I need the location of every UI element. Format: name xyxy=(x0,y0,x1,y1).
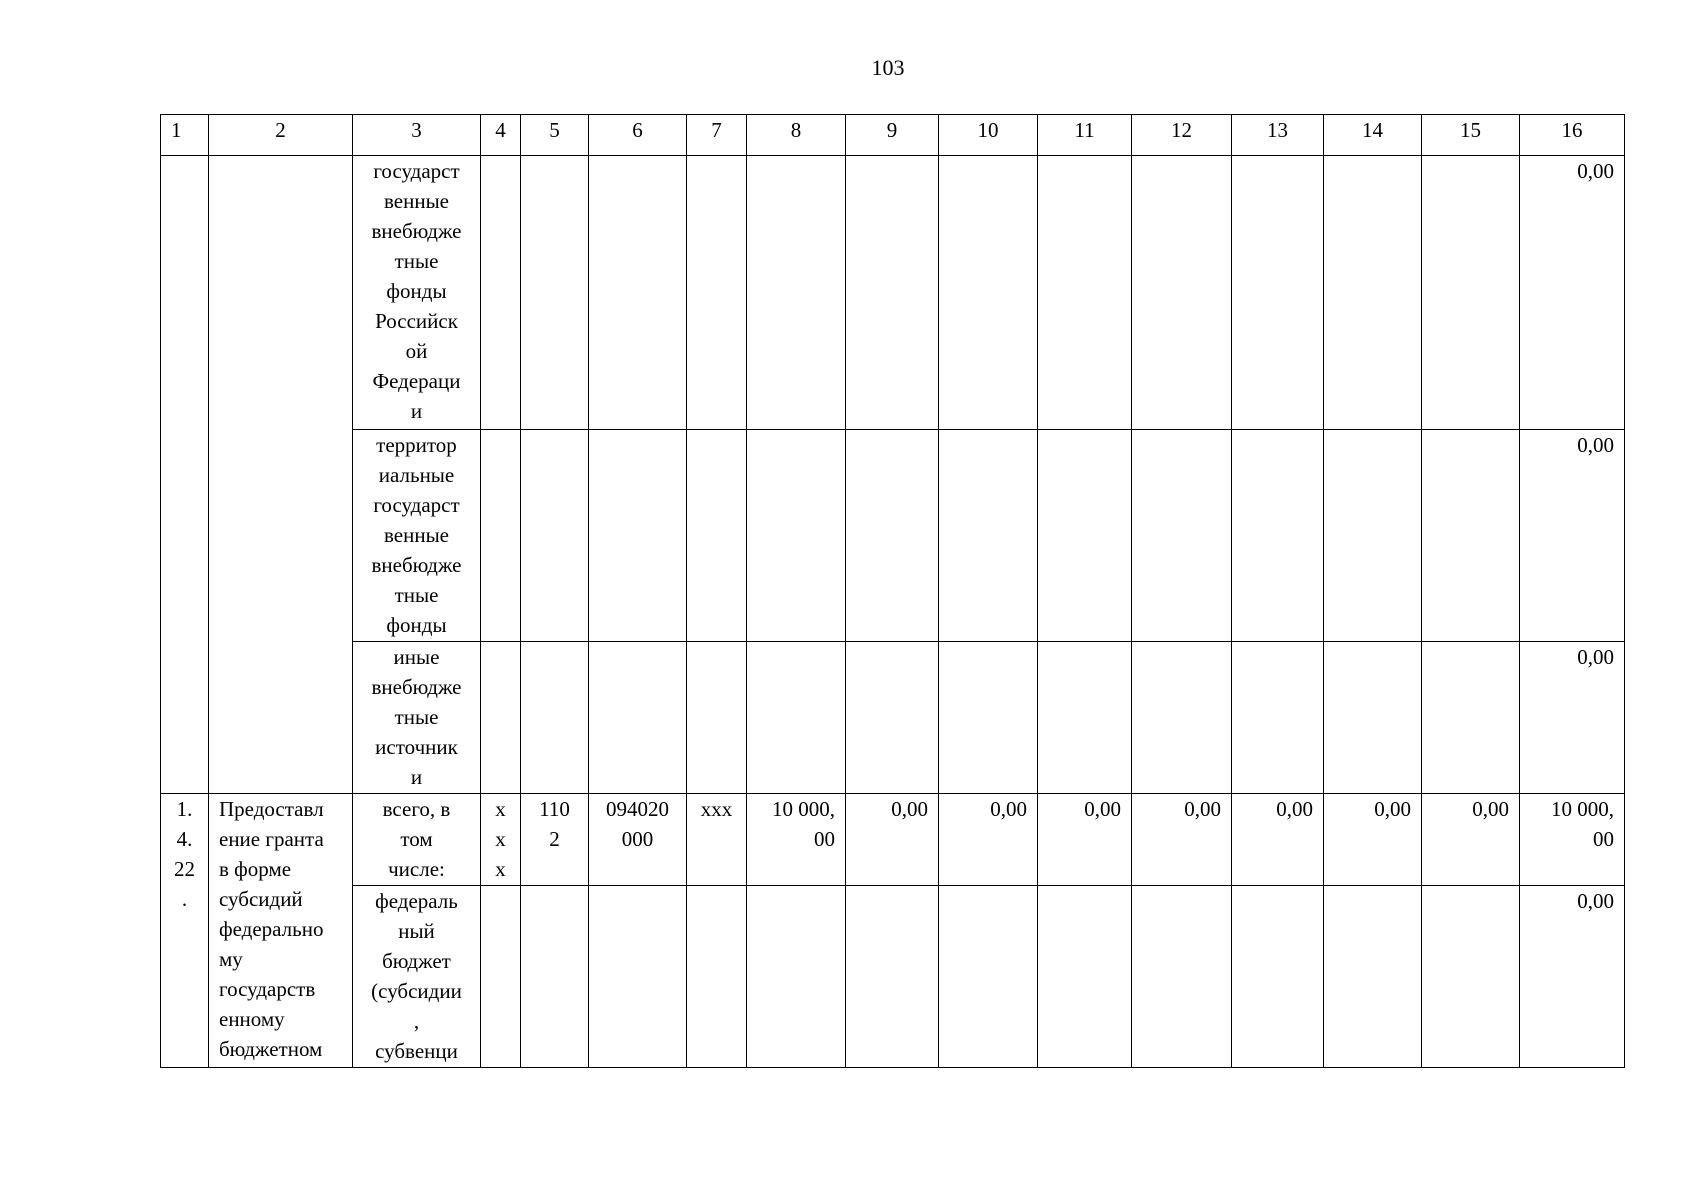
table-cell xyxy=(687,156,747,430)
table-cell: 0,00 xyxy=(1324,794,1422,886)
table-cell xyxy=(747,886,846,1068)
table-cell xyxy=(1232,430,1324,642)
table-cell xyxy=(521,886,589,1068)
header-row xyxy=(161,115,1625,156)
table-cell xyxy=(1132,886,1232,1068)
table-cell xyxy=(939,886,1038,1068)
header-cell: 9 xyxy=(846,115,939,156)
table-cell xyxy=(1422,642,1520,794)
table-cell xyxy=(747,156,846,430)
funding-source-cell: федераль ный бюджет (субсидии , субвенци xyxy=(353,886,481,1068)
table-cell xyxy=(1324,642,1422,794)
header-cell: 14 xyxy=(1324,115,1422,156)
table-cell xyxy=(1232,886,1324,1068)
header-cell: 1 xyxy=(161,115,209,156)
table-cell xyxy=(589,642,687,794)
table-cell xyxy=(209,156,353,794)
budget-table xyxy=(160,114,1625,1068)
header-cell: 16 xyxy=(1520,115,1625,156)
table-cell xyxy=(161,156,209,794)
table-cell xyxy=(1038,886,1132,1068)
table-cell xyxy=(521,430,589,642)
table-cell xyxy=(1324,156,1422,430)
table-cell xyxy=(1132,642,1232,794)
table-cell xyxy=(481,642,521,794)
page-number: 103 xyxy=(871,55,905,80)
table-cell: х х х xyxy=(481,794,521,886)
table-cell xyxy=(846,642,939,794)
table-cell: 0,00 xyxy=(1038,794,1132,886)
total-value-cell: 0,00 xyxy=(1520,642,1625,794)
table-cell xyxy=(846,156,939,430)
table-cell: 0,00 xyxy=(939,794,1038,886)
table-cell xyxy=(1132,156,1232,430)
table-cell xyxy=(481,156,521,430)
header-cell: 4 xyxy=(481,115,521,156)
table-cell: 0,00 xyxy=(1132,794,1232,886)
table-cell xyxy=(521,156,589,430)
table-cell xyxy=(589,156,687,430)
header-cell: 12 xyxy=(1132,115,1232,156)
header-cell: 3 xyxy=(353,115,481,156)
table-cell: 0,00 xyxy=(1232,794,1324,886)
table-cell xyxy=(1422,886,1520,1068)
funding-source-cell: всего, в том числе: xyxy=(353,794,481,886)
table-row xyxy=(161,886,1625,1068)
table-cell xyxy=(747,430,846,642)
table-row xyxy=(161,642,1625,794)
table-cell xyxy=(521,642,589,794)
table-cell xyxy=(1038,642,1132,794)
header-cell: 8 xyxy=(747,115,846,156)
table-cell: ххх xyxy=(687,794,747,886)
table-cell: 10 000, 00 xyxy=(747,794,846,886)
table-cell xyxy=(1422,156,1520,430)
table-cell: 110 2 xyxy=(521,794,589,886)
table-cell: 0,00 xyxy=(1422,794,1520,886)
total-value-cell: 0,00 xyxy=(1520,886,1625,1068)
header-cell: 15 xyxy=(1422,115,1520,156)
table-cell xyxy=(1038,156,1132,430)
table-cell xyxy=(1232,642,1324,794)
table-row xyxy=(161,156,1625,430)
table-cell xyxy=(687,642,747,794)
table-cell xyxy=(481,430,521,642)
table-cell xyxy=(1422,430,1520,642)
header-cell: 5 xyxy=(521,115,589,156)
table-cell xyxy=(939,642,1038,794)
funding-source-cell: территор иальные государст венные внебюдже тные фонды xyxy=(353,430,481,642)
header-cell: 2 xyxy=(209,115,353,156)
table-cell xyxy=(481,886,521,1068)
total-value-cell: 0,00 xyxy=(1520,156,1625,430)
table-cell xyxy=(687,886,747,1068)
table-cell xyxy=(1324,430,1422,642)
table-row xyxy=(161,794,1625,886)
table-cell xyxy=(687,430,747,642)
funding-source-cell: государст венные внебюдже тные фонды Российск ой Федераци и xyxy=(353,156,481,430)
funding-source-cell: иные внебюдже тные источник и xyxy=(353,642,481,794)
table-cell xyxy=(1132,430,1232,642)
table-cell xyxy=(747,642,846,794)
table-cell xyxy=(939,156,1038,430)
total-value-cell: 10 000, 00 xyxy=(1520,794,1625,886)
table-row xyxy=(161,430,1625,642)
header-cell: 6 xyxy=(589,115,687,156)
header-cell: 13 xyxy=(1232,115,1324,156)
table-cell: 094020 000 xyxy=(589,794,687,886)
table-cell xyxy=(589,886,687,1068)
table-cell xyxy=(846,886,939,1068)
table-cell xyxy=(1038,430,1132,642)
item-description-cell: Предоставл ение гранта в форме субсидий федерально му государств енному бюджетном xyxy=(209,794,353,1068)
header-cell: 10 xyxy=(939,115,1038,156)
header-cell: 11 xyxy=(1038,115,1132,156)
table-cell xyxy=(846,430,939,642)
header-cell: 7 xyxy=(687,115,747,156)
table-cell xyxy=(1232,156,1324,430)
table-cell xyxy=(1324,886,1422,1068)
table-cell: 0,00 xyxy=(846,794,939,886)
table-cell xyxy=(589,430,687,642)
total-value-cell: 0,00 xyxy=(1520,430,1625,642)
table-cell xyxy=(939,430,1038,642)
item-number-cell: 1. 4. 22 . xyxy=(161,794,209,1068)
